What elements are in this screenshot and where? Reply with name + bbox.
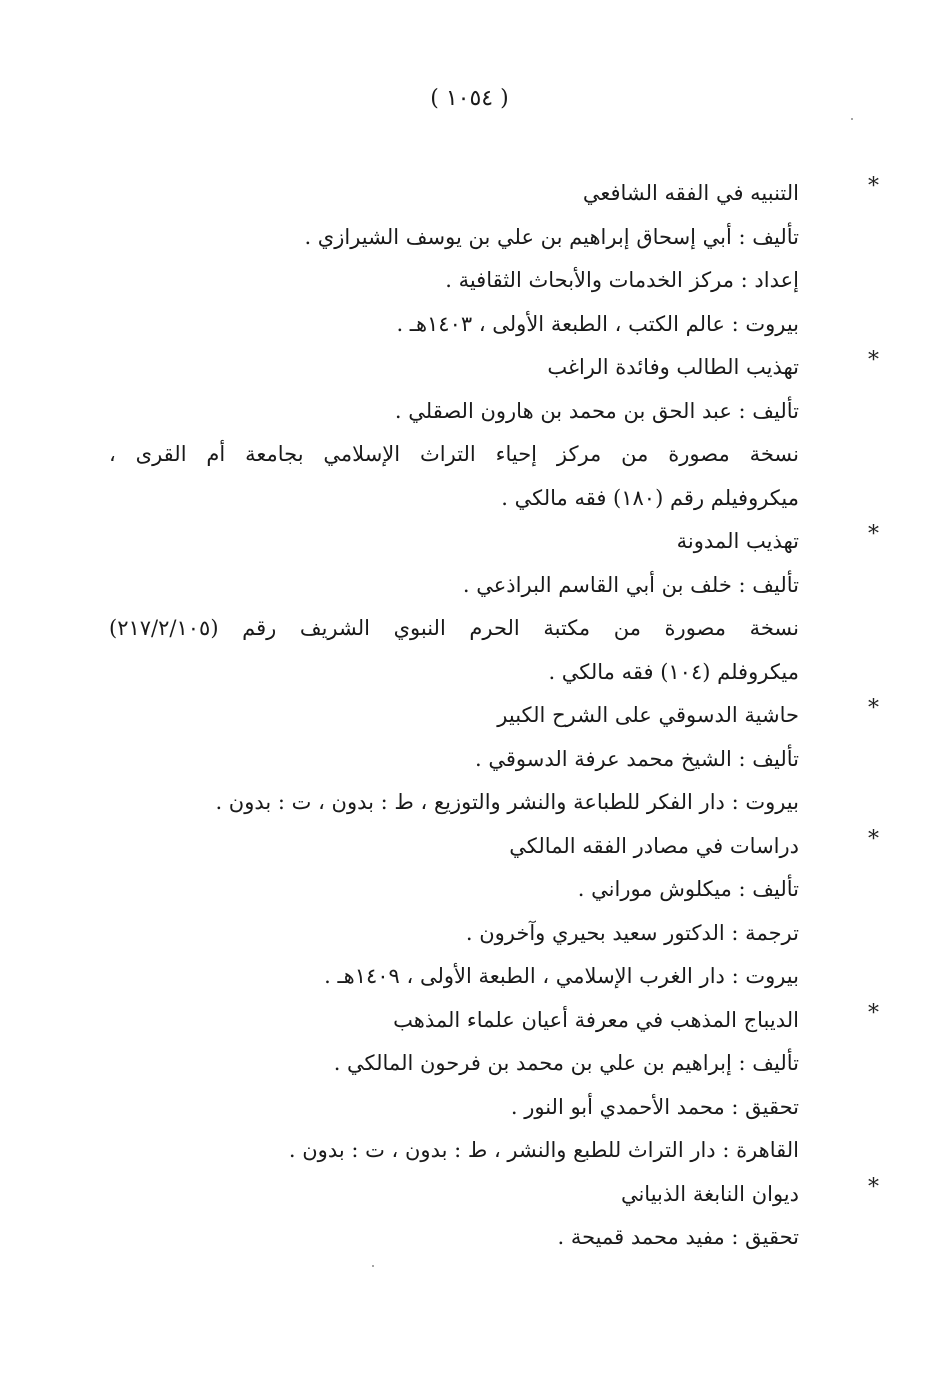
entry-microfilm: ميكروفيلم رقم (١٨٠) فقه مالكي . [501, 485, 799, 510]
entry-marker: * [868, 826, 879, 852]
bibliography-entry [109, 346, 879, 520]
entry-microfilm: ميكروفلم (١٠٤) فقه مالكي . [548, 659, 799, 684]
entry-marker: * [868, 1000, 879, 1026]
entry-title: دراسات في مصادر الفقه المالكي [509, 833, 799, 858]
entry-publication: القاهرة : دار التراث للطبع والنشر ، ط : بدون ، ت : بدون . [288, 1138, 799, 1162]
bibliography-entry [109, 172, 879, 346]
page-number: ( ١٠٥٤ ) [430, 86, 509, 111]
entry-publication: بيروت : دار الغرب الإسلامي ، الطبعة الأولى ، ١٤٠٩هـ . [324, 964, 799, 988]
entry-author: تأليف : عبد الحق بن محمد بن هارون الصقلي . [394, 398, 799, 423]
entry-source: نسخة مصورة من مكتبة الحرم النبوي الشريف رقم (٢١٧/٢/١٠٥) [109, 616, 799, 640]
entry-marker: * [868, 522, 879, 547]
entry-author: تأليف : أبي إسحاق إبراهيم بن علي بن يوسف الشيرازي . [304, 224, 799, 249]
entry-marker: * [868, 696, 879, 721]
entry-marker: * [868, 348, 879, 373]
entry-publication: بيروت : عالم الكتب ، الطبعة الأولى ، ١٤٠٣هـ . [396, 311, 799, 336]
entry-title: تهذيب الطالب وفائدة الراغب [547, 355, 799, 379]
entry-author: تأليف : إبراهيم بن علي بن محمد بن فرحون المالكي . [333, 1051, 799, 1075]
scan-speck [851, 118, 853, 120]
entry-author: تأليف : خلف بن أبي القاسم البراذعي . [462, 572, 799, 597]
entry-title: تهذيب المدونة [676, 529, 799, 553]
entry-marker: * [868, 1174, 879, 1200]
bibliography-entry [109, 520, 879, 694]
entry-title: التنبيه في الفقه الشافعي [582, 181, 799, 205]
entry-title: حاشية الدسوقي على الشرح الكبير [497, 703, 799, 727]
entry-editor: تحقيق : مفيد محمد قميحة . [557, 1225, 799, 1249]
entry-title: الديباج المذهب في معرفة أعيان علماء المذهب [393, 1007, 799, 1032]
entry-author: تأليف : الشيخ محمد عرفة الدسوقي . [474, 746, 799, 771]
entry-editor: تحقيق : محمد الأحمدي أبو النور . [510, 1094, 799, 1119]
scan-speck [372, 1265, 374, 1267]
entry-preparer: إعداد : مركز الخدمات والأبحاث الثقافية . [445, 268, 799, 292]
entry-marker: * [868, 174, 879, 199]
bibliography-entry [109, 825, 879, 999]
bibliography-entry [109, 1173, 879, 1260]
entry-title: ديوان النابغة الذبياني [620, 1181, 799, 1206]
bibliography-entry [109, 999, 879, 1173]
entry-translator: ترجمة : الدكتور سعيد بحيري وآخرون . [465, 920, 799, 945]
entry-author: تأليف : ميكلوش موراني . [577, 877, 799, 901]
entry-source: نسخة مصورة من مركز إحياء التراث الإسلامي بجامعة أم القرى ، [109, 442, 799, 466]
bibliography-list [109, 172, 879, 1260]
entry-publication: بيروت : دار الفكر للطباعة والنشر والتوزيع ، ط : بدون ، ت : بدون . [215, 790, 799, 814]
bibliography-entry [109, 694, 879, 825]
